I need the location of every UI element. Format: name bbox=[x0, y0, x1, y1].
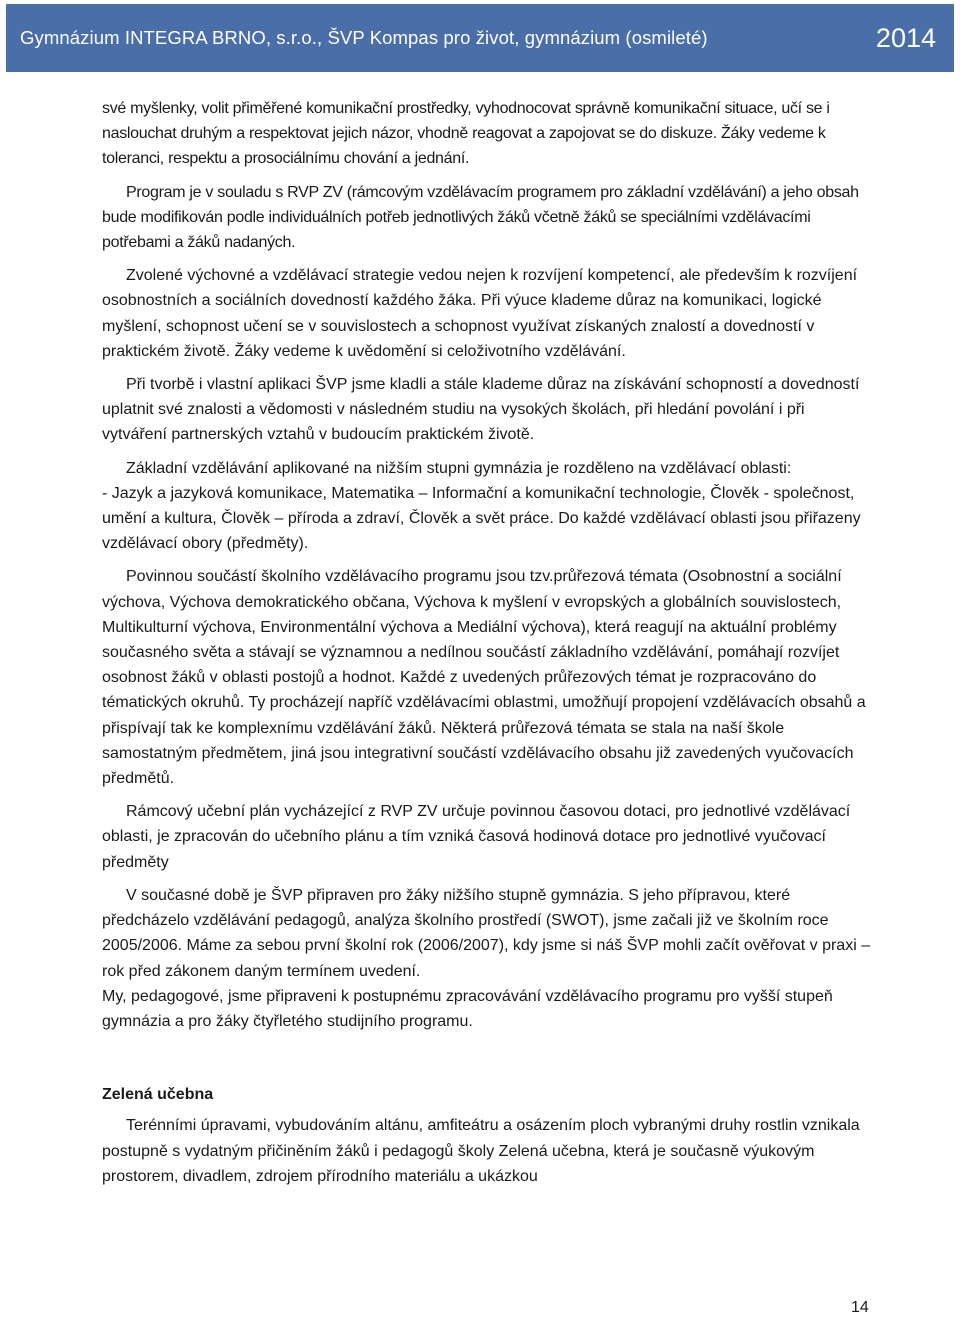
paragraph: své myšlenky, volit přiměřené komunikační prostředky, vyhodnocovat správně komunikační situace, učí se i naslouchat druhým a respektovat jejich názor, vhodně reagovat a zapojovat se do diskuze. Žáky vedeme k toleranci, respektu a prosociálnímu chování a jednání. bbox=[102, 100, 830, 168]
header-title: Gymnázium INTEGRA BRNO, s.r.o., ŠVP Kompas pro život, gymnázium (osmileté) bbox=[20, 27, 708, 48]
paragraph: - Jazyk a jazyková komunikace, Matematika – Informační a komunikační technologie, Člověk - společnost, umění a kultura, Člověk – příroda a zdraví, Člověk a svět práce. Do každé vzdělávací oblasti jsou přiřazeny vzdělávací obory (předměty). bbox=[102, 484, 861, 553]
paragraph: Při tvorbě i vlastní aplikaci ŠVP jsme kladli a stále klademe důraz na získávání schopností a dovedností uplatnit své znalosti a vědomosti v následném studiu na vysokých školách, při hledání povolání i při vytváření partnerských vztahů v budoucím praktickém životě. bbox=[102, 376, 860, 444]
page-number: 14 bbox=[851, 1299, 869, 1316]
paragraph: Povinnou součástí školního vzdělávacího programu jsou tzv.průřezová témata (Osobnostní a sociální výchova, Výchova demokratického občana, Výchova k myšlení v evropských a globálních souvislostech, Multikulturní výchova, Environmentální výchova a Mediální výchova), která reagují na aktuální problémy současného světa a stávají se významnou a nedílnou součástí základního vzdělávání, pomáhají rozvíjet osobnost žáků v oblasti postojů a hodnot. Každé z uvedených průřezových témat je rozpracováno do tématických okruhů. Ty procházejí napříč vzdělávacími oblastmi, umožňují propojení vzdělávacích obsahů a přispívají tak ke komplexnímu vzdělávání žáků. Některá průřezová témata se stala na naší škole samostatným předmětem, jiná jsou integrativní součástí vzdělávacího obsahu již zavedených vyučovacích předmětů. bbox=[102, 568, 866, 788]
paragraph: Terénními úpravami, vybudováním altánu, amfiteátru a osázením ploch vybranými druhy rostlin vznikala postupně s vydatným přičiněním žáků i pedagogů školy Zelená učebna, která je současně výukovým prostorem, divadlem, zdrojem přírodního materiálu a ukázkou bbox=[102, 1117, 860, 1185]
section-heading: Zelená učebna bbox=[102, 1086, 214, 1104]
paragraph: My, pedagogové, jsme připraveni k postupnému zpracovávání vzdělávacího programu pro vyšší stupeň gymnázia a pro žáky čtyřletého studijního programu. bbox=[102, 987, 833, 1030]
paragraph: V současné době je ŠVP připraven pro žáky nižšího stupně gymnázia. S jeho přípravou, které předcházelo vzdělávání pedagogů, analýza školního prostředí (SWOT), jsme začali již ve školním roce 2005/2006. Máme za sebou první školní rok (2006/2007), kdy jsme si náš ŠVP mohli začít ověřovat v praxi – rok před zákonem daným termínem uvedení. bbox=[102, 886, 871, 980]
header-year: 2014 bbox=[875, 22, 936, 53]
paragraph: Program je v souladu s RVP ZV (rámcovým vzdělávacím programem pro základní vzdělávání) a jeho obsah bude modifikován podle individuálních potřeb jednotlivých žáků včetně žáků se speciálními vzdělávacími potřebami a žáků nadaných. bbox=[102, 183, 859, 252]
page-header bbox=[6, 4, 954, 72]
paragraph: Rámcový učební plán vycházející z RVP ZV určuje povinnou časovou dotaci, pro jednotlivé vzdělávací oblasti, je zpracován do učebního plánu a tím vzniká časová hodinová dotace pro jednotlivé vyučovací předměty bbox=[102, 803, 851, 871]
paragraph: Základní vzdělávání aplikované na nižším stupni gymnázia je rozděleno na vzdělávací oblasti: bbox=[126, 459, 792, 477]
paragraph: Zvolené výchovné a vzdělávací strategie vedou nejen k rozvíjení kompetencí, ale především k rozvíjení osobnostních a sociálních dovedností každého žáka. Při výuce klademe důraz na komunikaci, logické myšlení, schopnost učení se v souvislostech a schopnost využívat získaných znalostí a dovedností v praktickém životě. Žáky vedeme k uvědomění si celoživotního vzdělávání. bbox=[102, 267, 858, 360]
document-body bbox=[102, 96, 872, 1197]
